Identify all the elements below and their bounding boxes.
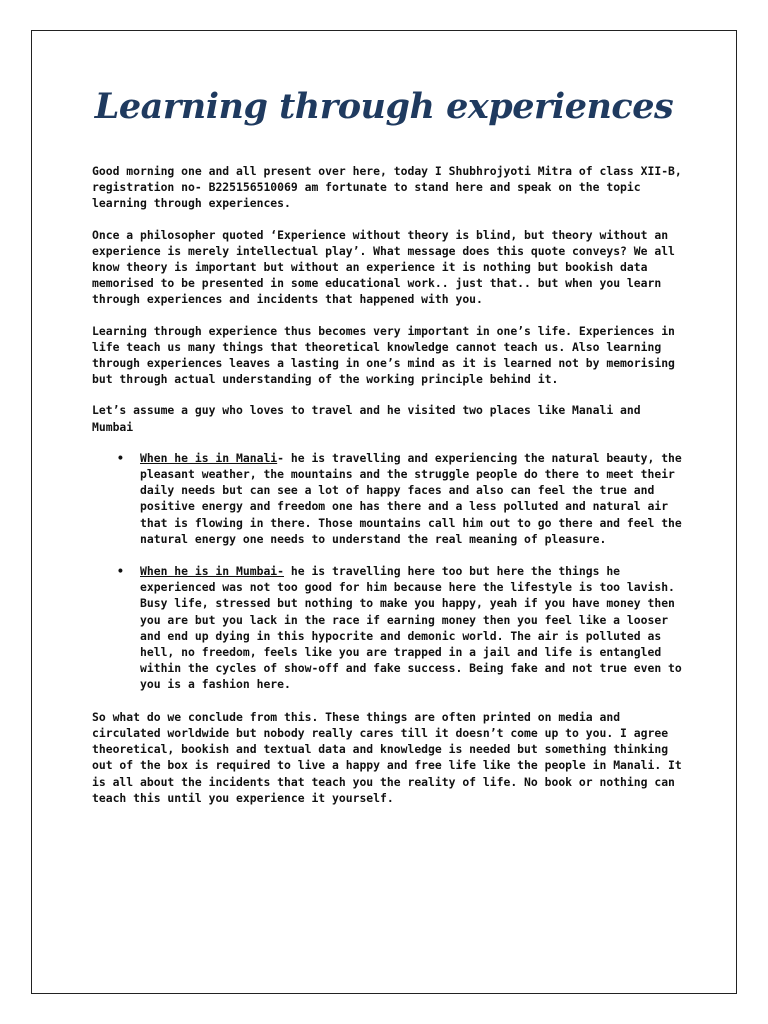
bullet-list bbox=[92, 450, 682, 693]
bullet-item-mumbai bbox=[117, 563, 682, 693]
bullet-label-mumbai: When he is in Mumbai- bbox=[140, 564, 285, 579]
paragraph-conclusion: So what do we conclude from this. These things are often printed on media and circulated worldwide but nobody really cares till it doesn’t come up to you. I agree theoretical, bookish and textual data and knowledge is needed but something thinking out of the box is required to live a happy and free life like the people in Manali. It is all about the incidents that teach you the reality of life. No book or nothing can teach this until you experience it yourself. bbox=[92, 709, 682, 805]
document-title: Learning through experiences bbox=[94, 86, 674, 127]
bullet-label-manali: When he is in Manali bbox=[140, 450, 278, 465]
paragraph-intro: Good morning one and all present over here, today I Shubhrojyoti Mitra of class XII-B, registration no- B225156510069 am fortunate to stand here and speak on the topic learning through experiences. bbox=[92, 164, 682, 211]
paragraph-example-intro: Let’s assume a guy who loves to travel and he visited two places like Manali and Mumbai bbox=[92, 403, 641, 434]
bullet-dot-icon: • bbox=[117, 564, 124, 579]
bullet-text-manali: - he is travelling and experiencing the natural beauty, the pleasant weather, the mountains and the struggle people do there to meet their daily needs but can see a lot of happy faces and also can feel the true and positive energy and freedom one has there and a less polluted and natural air that is flowing in there. Those mountains call him out to go there and feel the natural energy one needs to understand the real meaning of pleasure. bbox=[140, 450, 682, 546]
bullet-dot-icon: • bbox=[117, 450, 124, 465]
document-body bbox=[92, 163, 682, 821]
bullet-text-mumbai: he is travelling here too but here the things he experienced was not too good for him because here the lifestyle is too lavish. Busy life, stressed but nothing to make you happy, yeah if you have money then you are but you lack in the race if earning money then you feel like a looser and end up dying in this hypocrite and demonic world. The air is polluted as hell, no freedom, feels like you are trapped in a jail and life is entangled within the cycles of show-off and fake success. Being fake and not true even to you is a fashion here. bbox=[140, 564, 682, 692]
bullet-item-manali bbox=[117, 450, 682, 547]
paragraph-importance: Learning through experience thus becomes very important in one’s life. Experiences in life teach us many things that theoretical knowledge cannot teach us. Also learning through experiences leaves a lasting in one’s mind as it is learned not by memorising but through actual understanding of the working principle behind it. bbox=[92, 323, 675, 387]
paragraph-quote: Once a philosopher quoted ‘Experience without theory is blind, but theory without an experience is merely intellectual play’. What message does this quote conveys? We all know theory is important but without an experience it is nothing but bookish data memorised to be presented in some educational work.. just that.. but when you learn through experiences and incidents that happened with you. bbox=[92, 227, 675, 307]
